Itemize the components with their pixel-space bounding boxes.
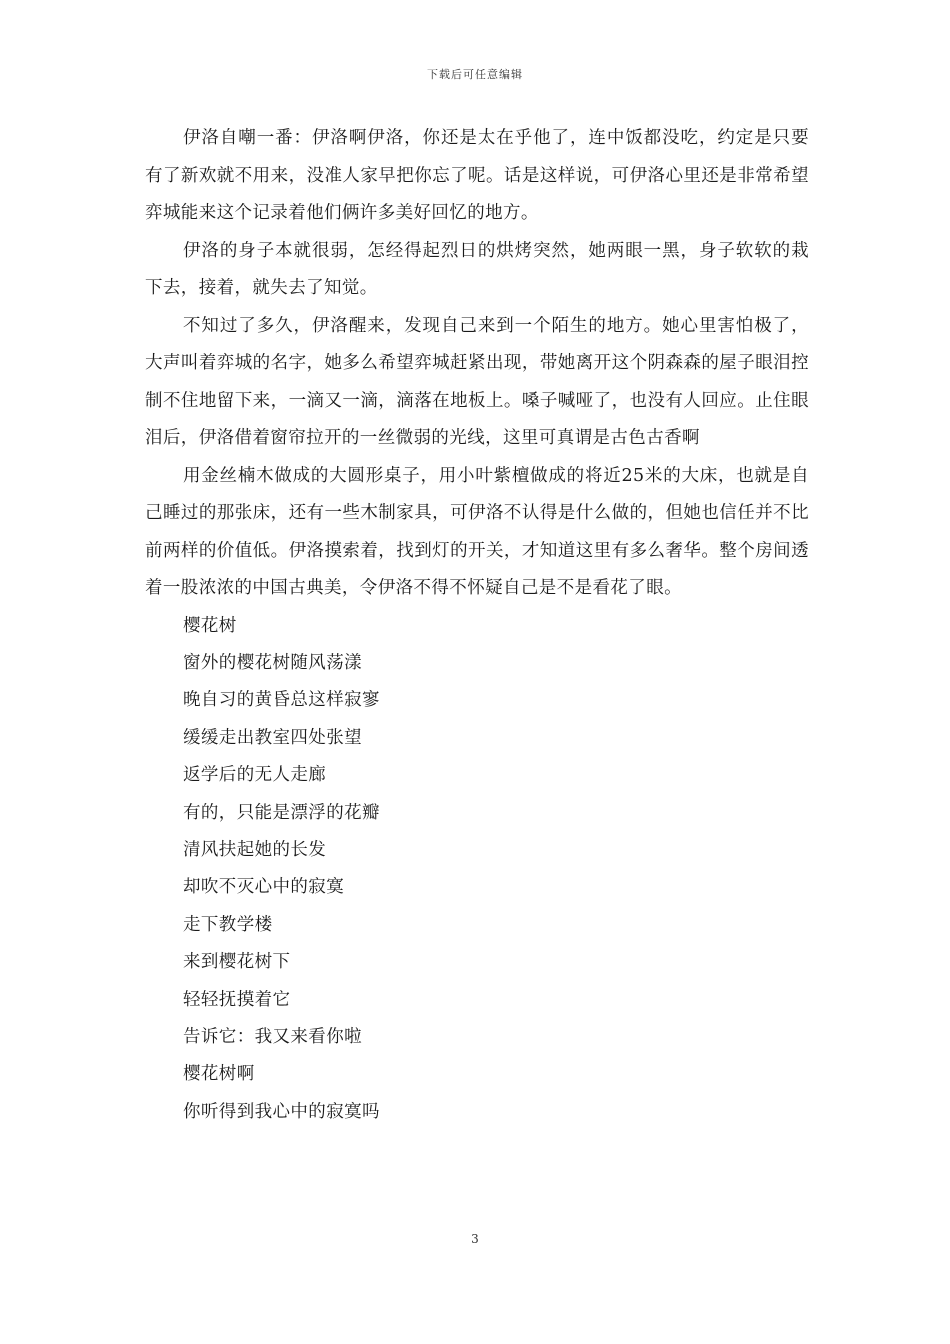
poem-line: 有的，只能是漂浮的花瓣 (183, 802, 380, 823)
poem (145, 608, 809, 1132)
page-number: 3 (471, 1232, 479, 1246)
poem-line: 晚自习的黄昏总这样寂寥 (183, 690, 380, 711)
paragraph-4: 用金丝楠木做成的大圆形桌子，用小叶紫檀做成的将近25米的大床，也就是自己睡过的那张床，还有一些木制家具，可伊洛不认得是什么做的，但她也信任并不比前两样的价值低。伊洛摸索着，找到灯的开关，才知道这里有多么奢华。整个房间透着一股浓浓的中国古典美，令伊洛不得不怀疑自己是不是看花了眼。 (145, 465, 809, 598)
poem-line: 清风扶起她的长发 (183, 839, 327, 860)
paragraph-3: 不知过了多久，伊洛醒来，发现自己来到一个陌生的地方。她心里害怕极了，大声叫着弈城的名字，她多么希望弈城赶紧出现，带她离开这个阴森森的屋子眼泪控制不住地留下来，一滴又一滴，滴落在地板上。嗓子喊哑了，也没有人回应。止住眼泪后，伊洛借着窗帘拉开的一丝微弱的光线，这里可真谓是古色古香啊 (145, 315, 809, 448)
paragraph-1: 伊洛自嘲一番：伊洛啊伊洛，你还是太在乎他了，连中饭都没吃，约定是只要有了新欢就不用来，没准人家早把你忘了呢。话是这样说，可伊洛心里还是非常希望弈城能来这个记录着他们俩许多美好回忆的地方。 (145, 128, 809, 223)
poem-line: 告诉它：我又来看你啦 (183, 1026, 362, 1047)
poem-title: 樱花树 (183, 615, 237, 636)
poem-line: 轻轻抚摸着它 (183, 989, 291, 1010)
poem-line: 樱花树啊 (183, 1064, 255, 1085)
document-body (145, 120, 809, 1131)
page-header: 下载后可任意编辑 (427, 68, 523, 81)
paragraph-2: 伊洛的身子本就很弱，怎经得起烈日的烘烤突然，她两眼一黑，身子软软的栽下去，接着，就失去了知觉。 (145, 240, 809, 298)
poem-line: 来到樱花树下 (183, 952, 291, 973)
poem-line: 你听得到我心中的寂寞吗 (183, 1101, 380, 1122)
poem-line: 走下教学楼 (183, 914, 273, 935)
poem-line: 却吹不灭心中的寂寞 (183, 877, 345, 898)
poem-line: 缓缓走出教室四处张望 (183, 727, 362, 748)
poem-line: 返学后的无人走廊 (183, 765, 327, 786)
poem-line: 窗外的樱花树随风荡漾 (183, 652, 362, 673)
